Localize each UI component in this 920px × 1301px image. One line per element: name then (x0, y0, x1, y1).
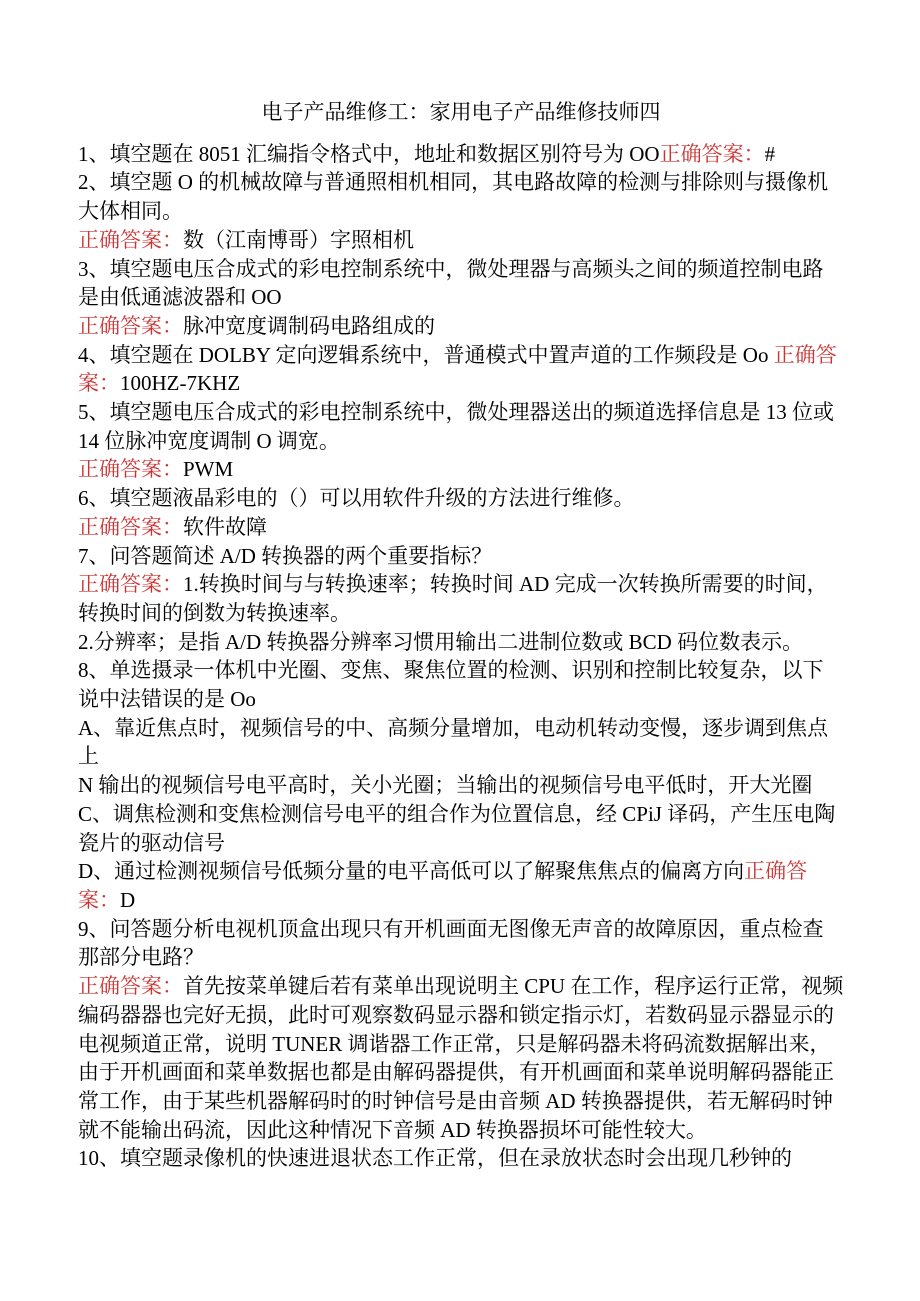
document-body (78, 140, 844, 1173)
text-segment: 首先按菜单键后若有菜单出现说明主 CPU 在工作，程序运行正常，视频编码器器也完好无损，此时可观察数码显示器和锁定指示灯，若数码显示器显示的电视频道正常，说明 TUNER 调谐器工作正常，只是解码器未将码流数据解出来，由于开机画面和菜单数据也都是由解码器提供，有开机画面和菜单说明解码器能正常工作，由于某些机器解码时的时钟信号是由音频 AD 转换器提供，若无解码时钟就不能输出码流，因此这种情况下音频 AD 转换器损坏可能性较大。 (78, 974, 844, 1142)
paragraph (78, 455, 844, 484)
text-segment: 10、填空题录像机的快速进退状态工作正常，但在录放状态时会出现几秒钟的 (78, 1146, 792, 1171)
paragraph (78, 513, 844, 542)
text-segment: A、靠近焦点时，视频信号的中、高频分量增加，电动机转动变慢，逐步调到焦点上 (78, 715, 829, 769)
text-segment: 2、填空题 O 的机械故障与普通照相机相同，其电路故障的检测与排除则与摄像机大体相同。 (78, 170, 829, 224)
document-title: 电子产品维修工：家用电子产品维修技师四 (261, 100, 661, 124)
text-segment: 5、填空题电压合成式的彩电控制系统中，微处理器送出的频道选择信息是 13 位或 14 位脉冲宽度调制 O 调宽。 (78, 400, 834, 453)
text-segment: 1、填空题在 8051 汇编指令格式中，地址和数据区别符号为 OO (78, 141, 660, 166)
text-segment: 9、问答题分析电视机顶盒出现只有开机画面无图像无声音的故障原因，重点检查那部分电路？ (78, 916, 824, 970)
text-segment: N 输出的视频信号电平高时，关小光圈；当输出的视频信号电平低时，开大光圈 (78, 773, 813, 798)
paragraph (78, 714, 844, 771)
text-segment: 脉冲宽度调制码电路组成的 (183, 313, 435, 338)
text-segment: D (120, 887, 136, 912)
paragraph (78, 226, 844, 255)
paragraph (78, 800, 844, 857)
paragraph (78, 628, 844, 657)
paragraph (78, 656, 844, 713)
text-segment: C、调焦检测和变焦检测信号电平的组合作为位置信息，经 CPiJ 译码，产生压电陶瓷片的驱动信号 (78, 801, 836, 855)
text-segment: 数（江南博哥）字照相机 (183, 227, 414, 252)
paragraph (78, 1144, 844, 1173)
paragraph (78, 972, 844, 1144)
answer-label: 正确答案： (78, 514, 183, 539)
paragraph (78, 398, 844, 455)
text-segment: PWM (183, 457, 234, 482)
paragraph (78, 915, 844, 972)
answer-label: 正确答案： (78, 227, 183, 252)
text-segment: 4、填空题在 DOLBY 定向逻辑系统中，普通模式中置声道的工作频段是 Oo (78, 342, 774, 367)
paragraph (78, 312, 844, 341)
paragraph (78, 484, 844, 513)
answer-label: 正确答案： (78, 974, 183, 999)
text-segment: 7、问答题简述 A/D 转换器的两个重要指标？ (78, 543, 493, 568)
paragraph (78, 542, 844, 571)
answer-label: 正确答案： (78, 342, 837, 396)
text-segment: 2.分辨率；是指 A/D 转换器分辨率习惯用输出二进制位数或 BCD 码位数表示。 (78, 629, 804, 654)
text-segment: 1.转换时间与与转换速率；转换时间 AD 完成一次转换所需要的时间，转换时间的倒数为转换速率。 (78, 572, 828, 625)
text-segment: 6、填空题液晶彩电的（）可以用软件升级的方法进行维修。 (78, 486, 635, 511)
text-segment: D、通过检测视频信号低频分量的电平高低可以了解聚焦焦点的偏离方向 (78, 859, 745, 884)
answer-label: 正确答案： (78, 859, 808, 912)
paragraph (78, 771, 844, 800)
text-segment: 100HZ-7KHZ (120, 371, 241, 396)
paragraph (78, 341, 844, 398)
paragraph (78, 168, 844, 225)
text-segment: 3、填空题电压合成式的彩电控制系统中，微处理器与高频头之间的频道控制电路是由低通滤波器和 OO (78, 256, 824, 310)
text-segment: # (764, 141, 776, 166)
answer-label: 正确答案： (78, 313, 183, 338)
paragraph (78, 140, 844, 169)
paragraph (78, 857, 844, 914)
text-segment: 软件故障 (183, 514, 267, 539)
paragraph (78, 570, 844, 627)
paragraph (78, 255, 844, 312)
text-segment: 8、单选摄录一体机中光圈、变焦、聚焦位置的检测、识别和控制比较复杂，以下说中法错误的是 Oo (78, 658, 824, 712)
answer-label: 正确答案： (659, 141, 765, 166)
answer-label: 正确答案： (78, 457, 183, 482)
answer-label: 正确答案： (78, 572, 183, 597)
